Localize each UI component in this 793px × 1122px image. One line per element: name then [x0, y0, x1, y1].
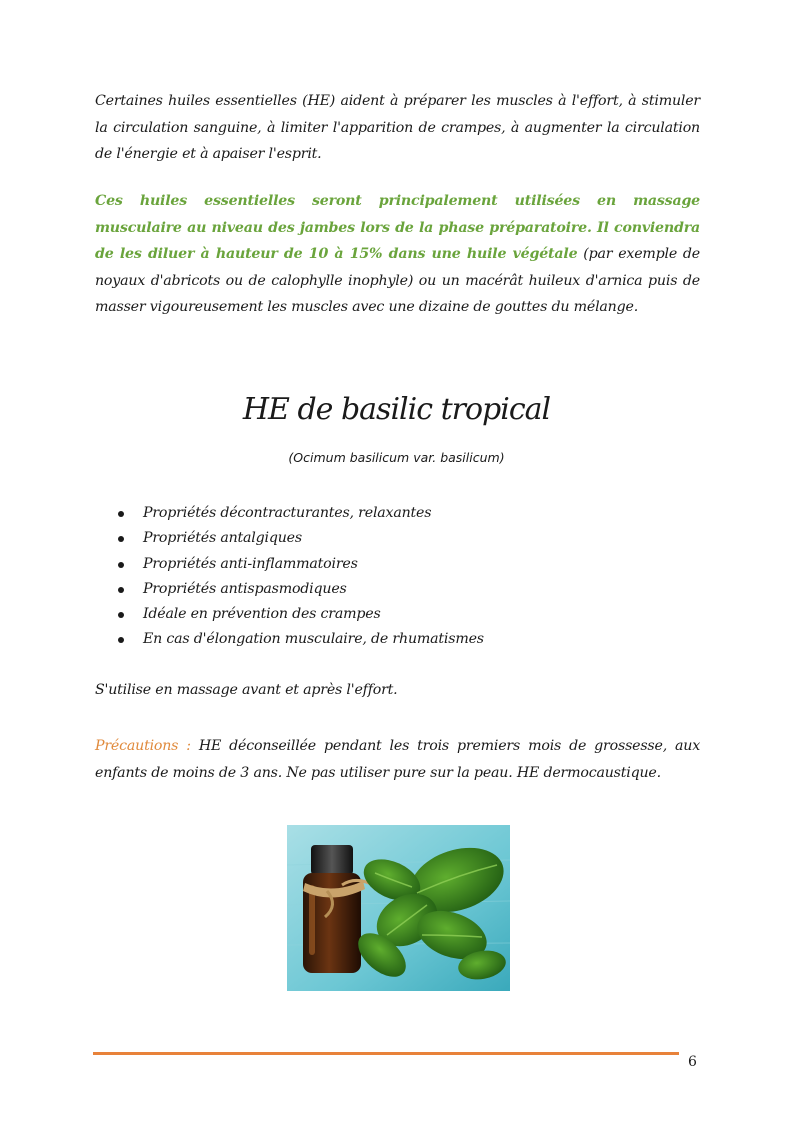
- section-subtitle: (Ocimum basilicum var. basilicum): [288, 450, 505, 465]
- list-item-text: Idéale en prévention des crampes: [143, 606, 381, 623]
- bullet-icon: [118, 562, 124, 568]
- list-item: [113, 552, 484, 577]
- section-title: HE de basilic tropical: [242, 392, 551, 427]
- list-item: [113, 602, 484, 627]
- intro-paragraph: Certaines huiles essentielles (HE) aident à préparer les muscles à l'effort, à stimuler la circulation sanguine, à limiter l'apparition de crampes, à augmenter la circulation de l'énergie et à apaiser l'esprit.: [95, 93, 700, 162]
- bullet-icon: [118, 637, 124, 643]
- bullet-icon: [118, 587, 124, 593]
- bullet-icon: [118, 511, 124, 517]
- usage-highlight: Ces huiles essentielles seront principalement utilisées en massage musculaire au niveau des jambes lors de la phase préparatoire. Il conviendra de les diluer à hauteur de 10 à 15% dans une huile végétale: [95, 193, 700, 262]
- bullet-icon: [118, 536, 124, 542]
- usage-rest: (par exemple de noyaux d'abricots ou de calophylle inophyle) ou un macérât huileux d'arnica puis de masser vigoureusement les muscles avec une dizaine de gouttes du mélange.: [95, 246, 701, 315]
- list-item: [113, 526, 484, 551]
- usage-note: S'utilise en massage avant et après l'effort.: [95, 682, 398, 698]
- precautions-text: HE déconseillée pendant les trois premiers mois de grossesse, aux enfants de moins de 3 ans. Ne pas utiliser pure sur la peau. HE dermocaustique.: [95, 738, 701, 781]
- footer-rule: [93, 1052, 679, 1055]
- list-item-text: Propriétés antalgiques: [143, 530, 302, 547]
- properties-list: [113, 501, 484, 653]
- bullet-icon: [118, 612, 124, 618]
- list-item: [113, 501, 484, 526]
- usage-paragraph: [95, 188, 700, 321]
- precautions-paragraph: [95, 733, 700, 786]
- list-item-text: En cas d'élongation musculaire, de rhumatismes: [143, 631, 484, 648]
- list-item-text: Propriétés anti-inflammatoires: [143, 555, 358, 572]
- list-item: [113, 577, 484, 602]
- list-item-text: Propriétés antispasmodiques: [143, 580, 347, 597]
- list-item-text: Propriétés décontracturantes, relaxantes: [143, 505, 432, 521]
- basil-oil-photo: [287, 825, 510, 991]
- page-number: 6: [688, 1054, 697, 1070]
- list-item: [113, 627, 484, 652]
- precautions-label: Précautions :: [95, 738, 199, 754]
